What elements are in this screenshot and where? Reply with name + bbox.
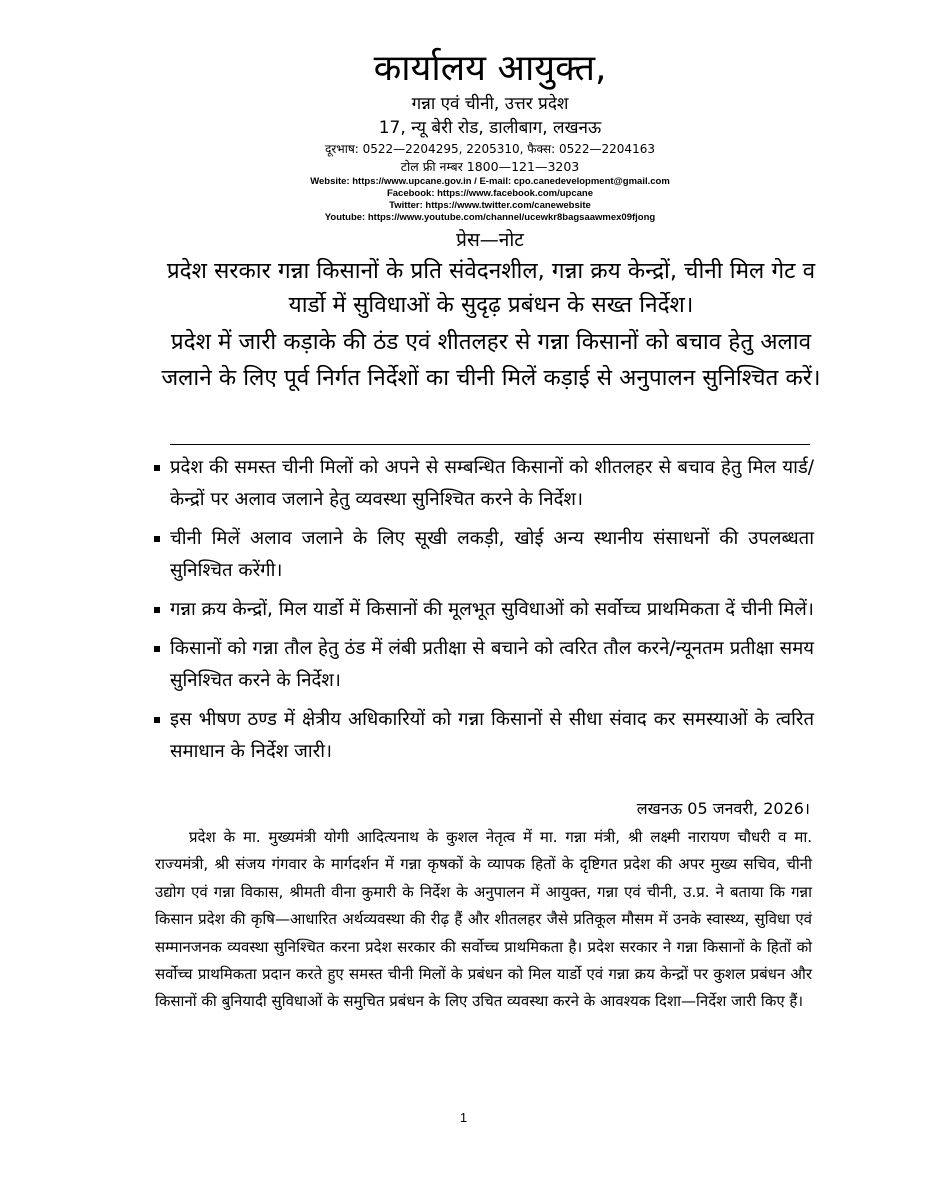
press-note-label: प्रेस—नोट	[456, 229, 524, 251]
youtube-link: Youtube: https://www.youtube.com/channel/ucewkr8bagsaawmex09fjong	[324, 212, 656, 223]
directive-item: गन्ना क्रय केन्द्रों, मिल यार्डो में किसानों की मूलभूत सुविधाओं को सर्वोच्च प्राथमिकता दें चीनी मिलें।	[154, 594, 814, 626]
headline-primary: प्रदेश सरकार गन्ना किसानों के प्रति संवेदनशील, गन्ना क्रय केन्द्रों, चीनी मिल गेट व यार्डो में सुविधाओं के सुदृढ़ प्रबंधन के सख्त निर्देश।	[166, 258, 816, 318]
letterhead	[150, 46, 830, 224]
directive-list	[154, 452, 814, 775]
divider-line	[170, 444, 810, 445]
directive-item: चीनी मिलें अलाव जलाने के लिए सूखी लकड़ी, खोई अन्य स्थानीय संसाधनों की उपलब्धता सुनिश्चित करेंगी।	[154, 523, 814, 587]
headline-secondary: प्रदेश में जारी कड़ाके की ठंड एवं शीतलहर से गन्ना किसानों को बचाव हेतु अलाव जलाने के लिए पूर्व निर्गत निर्देशों का चीनी मिलें कड़ाई से अनुपालन सुनिश्चित करें।	[161, 329, 821, 391]
department-name: गन्ना एवं चीनी, उत्तर प्रदेश	[411, 94, 569, 114]
toll-free-number: टोल फ्री नम्बर 1800—121—3203	[400, 159, 580, 174]
twitter-link: Twitter: https://www.twitter.com/canewebsite	[389, 200, 591, 211]
phone-fax: दूरभाष: 0522—2204295, 2205310, फैक्स: 0522—2204163	[325, 142, 655, 156]
website-email: Website: https://www.upcane.gov.in / E-mail: cpo.canedevelopment@gmail.com	[310, 176, 670, 187]
dateline: लखनऊ 05 जनवरी, 2026।	[636, 799, 810, 818]
body-paragraph: प्रदेश के मा. मुख्यमंत्री योगी आदित्यनाथ के कुशल नेतृत्व में मा. गन्ना मंत्री, श्री लक्ष्मी नारायण चौधरी व मा. राज्यमंत्री, श्री संजय गंगवार के मार्गदर्शन में गन्ना कृषकों के व्यापक हितों के दृष्टिगत प्रदेश की अपर मुख्य सचिव, चीनी उद्योग एवं गन्ना विकास, श्रीमती वीना कुमारी के निर्देश के अनुपालन में आयुक्त, गन्ना एवं चीनी, उ.प्र. ने बताया कि गन्ना किसान प्रदेश की कृषि—आधारित अर्थव्यवस्था की रीढ़ हैं और शीतलहर जैसे प्रतिकूल मौसम में उनके स्वास्थ्य, सुविधा एवं सम्मानजनक व्यवस्था सुनिश्चित करना प्रदेश सरकार की सर्वोच्च प्राथमिकता है। प्रदेश सरकार ने गन्ना किसानों के हितों को सर्वोच्च प्राथमिकता प्रदान करते हुए समस्त चीनी मिलों के प्रबंधन को मिल यार्डो एवं गन्ना क्रय केन्द्रों पर कुशल प्रबंधन और किसानों की बुनियादी सुविधाओं के समुचित प्रबंधन के लिए उचित व्यवस्था करने के आवश्यक दिशा—निर्देश जारी किए हैं।	[155, 828, 812, 1011]
directive-item: प्रदेश की समस्त चीनी मिलों को अपने से सम्बन्धित किसानों को शीतलहर से बचाव हेतु मिल यार्ड/केन्द्रों पर अलाव जलाने हेतु व्यवस्था सुनिश्चित करने के निर्देश।	[154, 452, 814, 516]
office-title: कार्यालय आयुक्त,	[373, 48, 607, 89]
directive-item: इस भीषण ठण्ड में क्षेत्रीय अधिकारियों को गन्ना किसानों से सीधा संवाद कर समस्याओं के त्वरित समाधान के निर्देश जारी।	[154, 704, 814, 768]
directive-item: किसानों को गन्ना तौल हेतु ठंड में लंबी प्रतीक्षा से बचाने को त्वरित तौल करने/न्यूनतम प्रतीक्षा समय सुनिश्चित करने के निर्देश।	[154, 633, 814, 697]
office-address: 17, न्यू बेरी रोड, डालीबाग, लखनऊ	[378, 118, 602, 138]
page-number: 1	[459, 1110, 468, 1125]
facebook-link: Facebook: https://www.facebook.com/upcane	[386, 188, 594, 199]
